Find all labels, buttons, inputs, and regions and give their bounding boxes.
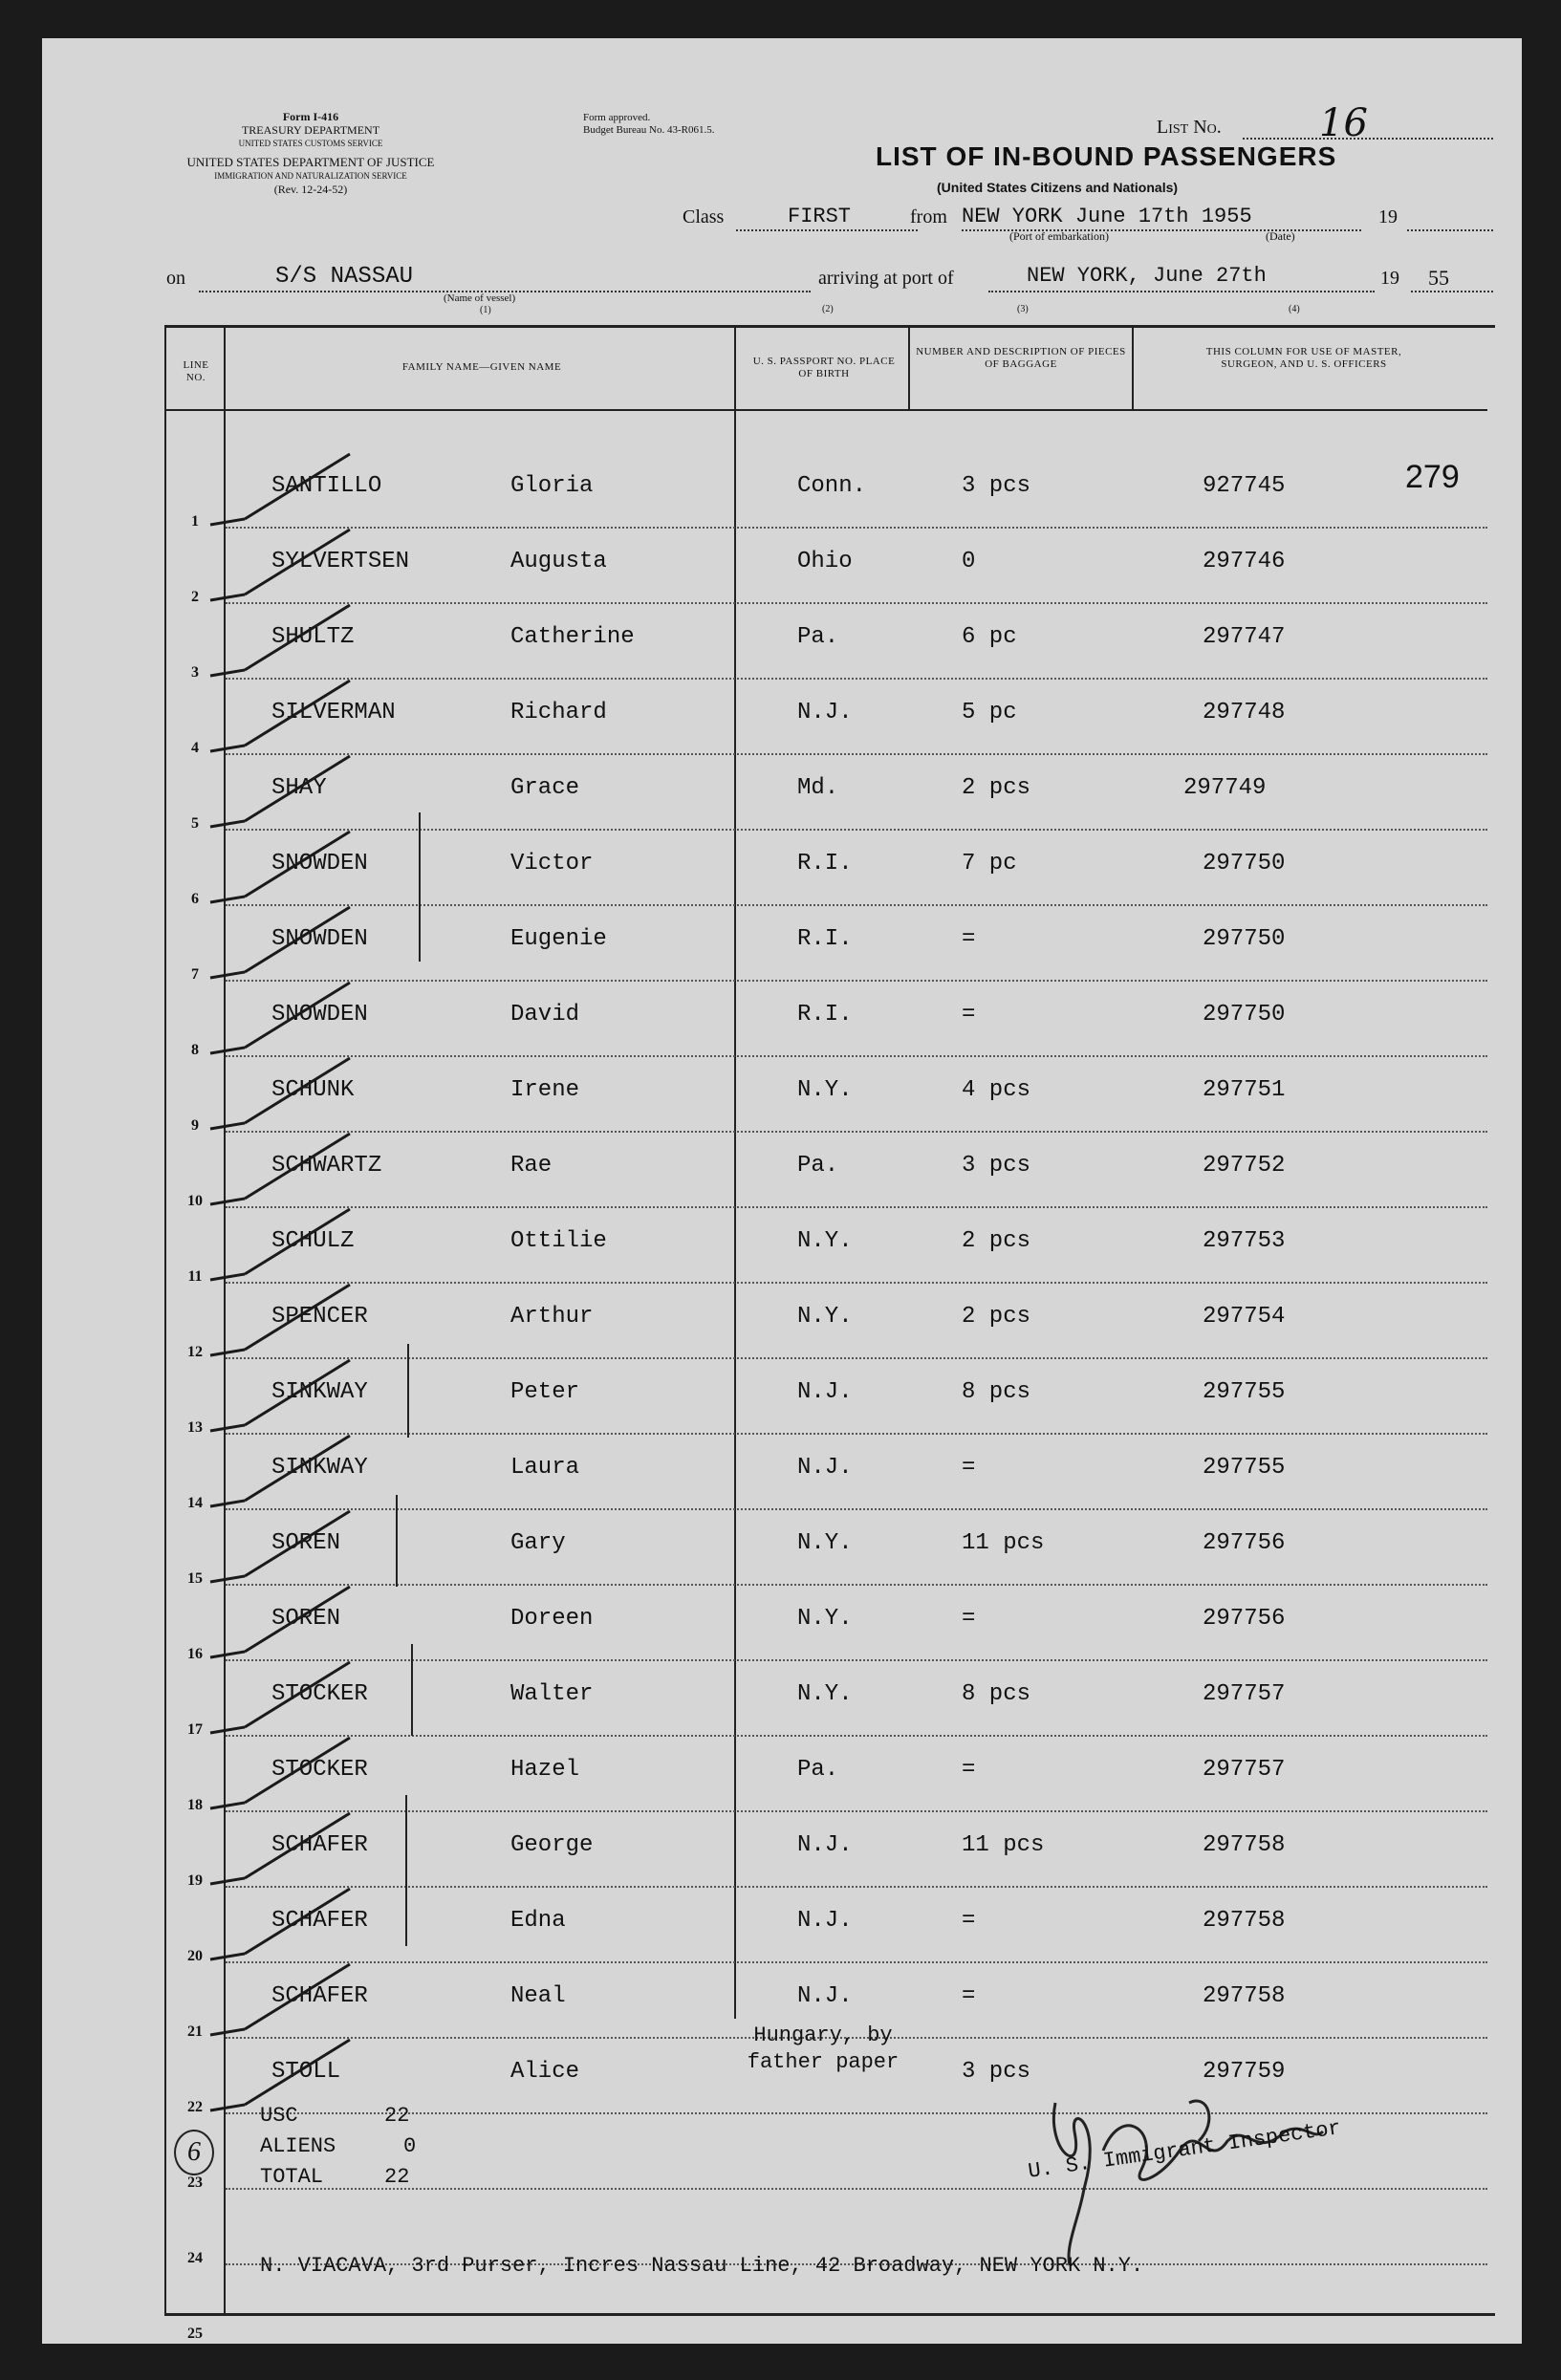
officer-number: 297750 xyxy=(1203,1002,1286,1028)
table-top-rule xyxy=(164,325,1495,328)
check-mark xyxy=(206,448,388,534)
class-year-label: 19 xyxy=(1378,206,1398,227)
family-name: SINKWAY xyxy=(271,1455,368,1481)
family-bracket xyxy=(396,1495,398,1587)
family-name: SOREN xyxy=(271,1530,341,1556)
family-name: SNOWDEN xyxy=(271,1002,368,1028)
given-name: Walter xyxy=(510,1681,594,1707)
check-mark xyxy=(206,750,388,836)
place-of-birth: N.J. xyxy=(797,1908,853,1934)
baggage-count: 8 pcs xyxy=(962,1379,1031,1405)
family-name: SHAY xyxy=(271,775,327,801)
check-mark xyxy=(206,1656,388,1742)
family-name: SNOWDEN xyxy=(271,926,368,952)
line-number: 22 xyxy=(187,2099,203,2115)
check-mark xyxy=(206,1505,388,1591)
baggage-count: = xyxy=(962,1002,976,1028)
baggage-count: 2 pcs xyxy=(962,1228,1031,1254)
row-rule xyxy=(226,678,1487,680)
officer-number: 297757 xyxy=(1203,1681,1286,1707)
line-number: 5 xyxy=(191,815,199,832)
family-name: SCHAFER xyxy=(271,1983,368,2009)
line-number: 11 xyxy=(187,1268,203,1285)
line-number: 9 xyxy=(191,1117,199,1134)
check-mark xyxy=(206,1958,388,2045)
check-mark xyxy=(206,1883,388,1969)
given-name: Richard xyxy=(510,700,607,725)
line-number: 7 xyxy=(191,966,199,983)
line-number: 12 xyxy=(187,1344,203,1360)
col-header-passport: U. S. PASSPORT NO. PLACE OF BIRTH xyxy=(752,356,896,379)
place-of-birth: N.J. xyxy=(797,1455,853,1481)
class-year-line xyxy=(1407,226,1493,231)
family-name: SANTILLO xyxy=(271,473,382,499)
family-bracket xyxy=(405,1795,407,1946)
place-of-birth: N.Y. xyxy=(797,1681,853,1707)
col-header-baggage: NUMBER AND DESCRIPTION OF PIECES OF BAGGAGE xyxy=(916,346,1126,370)
check-mark xyxy=(206,1807,388,1893)
arriving-year-value: 55 xyxy=(1428,266,1449,290)
baggage-count: 3 pcs xyxy=(962,2059,1031,2085)
row-rule xyxy=(226,1357,1487,1359)
family-name: SCHAFER xyxy=(271,1908,368,1934)
check-mark xyxy=(206,901,388,987)
line-number: 17 xyxy=(187,1721,203,1738)
given-name: David xyxy=(510,1002,580,1028)
line-number: 6 xyxy=(191,891,199,907)
family-bracket xyxy=(419,812,421,962)
check-mark xyxy=(206,1732,388,1818)
baggage-count: 2 pcs xyxy=(962,1304,1031,1330)
header-bottom-rule xyxy=(164,409,1487,411)
family-name: STOCKER xyxy=(271,1757,368,1783)
place-of-birth: Pa. xyxy=(797,1757,839,1783)
usc-label: USC xyxy=(260,2104,298,2128)
baggage-divider xyxy=(1132,325,1134,411)
baggage-count: 2 pcs xyxy=(962,775,1031,801)
row-rule xyxy=(226,753,1487,755)
row-rule xyxy=(226,1961,1487,1963)
total-count: 22 xyxy=(384,2165,410,2189)
row-rule xyxy=(226,1433,1487,1435)
given-name: Eugenie xyxy=(510,926,607,952)
check-mark xyxy=(206,977,388,1063)
budget-bureau: Budget Bureau No. 43-R061.5. xyxy=(583,124,715,136)
officer-number: 297756 xyxy=(1203,1530,1286,1556)
place-of-birth: R.I. xyxy=(797,1002,853,1028)
check-mark xyxy=(206,1354,388,1440)
officer-number: 297752 xyxy=(1203,1153,1286,1179)
line-number: 23 xyxy=(187,2174,203,2191)
aliens-label: ALIENS xyxy=(260,2134,336,2158)
port-embarkation-caption: (Port of embarkation) xyxy=(1009,229,1109,243)
officer-number: 297754 xyxy=(1203,1304,1286,1330)
given-name: Laura xyxy=(510,1455,580,1481)
circled-count xyxy=(174,2130,214,2175)
circled-count-value: 6 xyxy=(187,2137,201,2167)
given-name: Doreen xyxy=(510,1606,594,1632)
family-name: SPENCER xyxy=(271,1304,368,1330)
form-title: LIST OF IN-BOUND PASSENGERS xyxy=(876,141,1337,171)
officer-number: 297758 xyxy=(1203,1908,1286,1934)
officer-number: 297747 xyxy=(1203,624,1286,650)
check-mark xyxy=(206,599,388,685)
given-name: Alice xyxy=(510,2059,580,2085)
check-mark xyxy=(206,675,388,761)
baggage-count: = xyxy=(962,1983,976,2009)
baggage-count: 3 pcs xyxy=(962,1153,1031,1179)
table-left-border xyxy=(164,325,166,2315)
officer-number: 297751 xyxy=(1203,1077,1286,1103)
row-rule xyxy=(226,1206,1487,1208)
row-rule xyxy=(226,904,1487,906)
officer-number: 297753 xyxy=(1203,1228,1286,1254)
check-mark xyxy=(206,1581,388,1667)
line-number: 1 xyxy=(191,513,199,530)
totals-block xyxy=(260,2101,416,2193)
revision: (Rev. 12-24-52) xyxy=(273,183,348,196)
family-name: SCHAFER xyxy=(271,1832,368,1858)
class-label: Class xyxy=(683,206,725,227)
baggage-count: 0 xyxy=(962,549,976,574)
given-name: Gary xyxy=(510,1530,566,1556)
line-number: 25 xyxy=(187,2326,203,2342)
vessel-name: S/S NASSAU xyxy=(275,264,414,290)
col-header-name: FAMILY NAME—GIVEN NAME xyxy=(401,361,562,373)
place-of-birth: N.J. xyxy=(797,1983,853,2009)
row-rule xyxy=(226,1131,1487,1133)
line-number: 14 xyxy=(187,1495,203,1511)
given-name: George xyxy=(510,1832,594,1858)
officer-number: 297755 xyxy=(1203,1455,1286,1481)
passenger-list-form xyxy=(42,38,1522,2344)
line-number: 13 xyxy=(187,1419,203,1436)
arriving-label: arriving at port of xyxy=(818,268,954,289)
line-number: 21 xyxy=(187,2023,203,2040)
check-mark xyxy=(206,1052,388,1138)
row-rule xyxy=(226,1735,1487,1737)
check-mark xyxy=(206,1279,388,1365)
form-agency-block xyxy=(163,110,459,196)
check-mark xyxy=(206,826,388,912)
place-of-birth: N.Y. xyxy=(797,1228,853,1254)
line-number: 2 xyxy=(191,589,199,605)
arriving-year-label: 19 xyxy=(1380,268,1399,289)
family-name: STOCKER xyxy=(271,1681,368,1707)
form-number: Form I-416 xyxy=(282,110,339,123)
family-name: SYLVERTSEN xyxy=(271,549,410,574)
baggage-count: 6 pc xyxy=(962,624,1017,650)
line-number: 18 xyxy=(187,1797,203,1813)
row-rule xyxy=(226,1810,1487,1812)
given-name: Hazel xyxy=(510,1757,580,1783)
from-value: NEW YORK June 17th 1955 xyxy=(962,205,1252,228)
baggage-count: 4 pcs xyxy=(962,1077,1031,1103)
place-of-birth: N.J. xyxy=(797,1832,853,1858)
class-value: FIRST xyxy=(788,205,852,228)
place-of-birth: N.Y. xyxy=(797,1530,853,1556)
row-rule xyxy=(226,829,1487,831)
place-of-birth: Pa. xyxy=(797,1153,839,1179)
table-bottom-rule xyxy=(164,2313,1495,2316)
family-name: SCHUNK xyxy=(271,1077,355,1103)
col-header-officers: THIS COLUMN FOR USE OF MASTER, SURGEON, AND U. S. OFFICERS xyxy=(1205,346,1402,370)
baggage-count: 3 pcs xyxy=(962,473,1031,499)
check-mark xyxy=(206,524,388,610)
ins-service: IMMIGRATION AND NATURALIZATION SERVICE xyxy=(214,171,407,181)
place-of-birth: R.I. xyxy=(797,851,853,876)
officer-number: 297758 xyxy=(1203,1983,1286,2009)
officer-number: 297746 xyxy=(1203,549,1286,574)
place-of-birth: N.Y. xyxy=(797,1304,853,1330)
given-name: Edna xyxy=(510,1908,566,1934)
family-name: SILVERMAN xyxy=(271,700,396,725)
col-ref-2: (2) xyxy=(822,304,834,314)
officer-number: 297759 xyxy=(1203,2059,1286,2085)
approval-block xyxy=(583,112,714,137)
col-ref-3: (3) xyxy=(1017,304,1029,314)
line-number: 16 xyxy=(187,1646,203,1662)
baggage-count: = xyxy=(962,1757,976,1783)
row-rule xyxy=(226,980,1487,982)
given-name: Irene xyxy=(510,1077,580,1103)
vessel-caption: (Name of vessel) xyxy=(444,292,516,304)
baggage-count: 5 pc xyxy=(962,700,1017,725)
given-name: Augusta xyxy=(510,549,607,574)
col-header-line-no: LINE NO. xyxy=(183,359,209,383)
family-name: SINKWAY xyxy=(271,1379,368,1405)
check-mark xyxy=(206,1430,388,1516)
place-of-birth: Md. xyxy=(797,775,839,801)
page-number: 279 xyxy=(1405,459,1460,495)
place-of-birth: Ohio xyxy=(797,549,853,574)
purser-line: N. VIACAVA, 3rd Purser, Incres Nassau Line, 42 Broadway, NEW YORK N.Y. xyxy=(260,2254,1144,2278)
row-rule xyxy=(226,1055,1487,1057)
line-number: 8 xyxy=(191,1042,199,1058)
col-ref-1: (1) xyxy=(480,305,491,315)
baggage-count: 11 pcs xyxy=(962,1832,1045,1858)
officer-number: 297758 xyxy=(1203,1832,1286,1858)
given-name: Peter xyxy=(510,1379,580,1405)
line-number: 4 xyxy=(191,740,199,756)
place-of-birth: N.Y. xyxy=(797,1077,853,1103)
place-of-birth: N.J. xyxy=(797,700,853,725)
customs-service: UNITED STATES CUSTOMS SERVICE xyxy=(238,139,383,148)
family-name: SNOWDEN xyxy=(271,851,368,876)
baggage-count: 7 pc xyxy=(962,851,1017,876)
line-number: 20 xyxy=(187,1948,203,1964)
row-rule xyxy=(226,1886,1487,1888)
check-mark xyxy=(206,1128,388,1214)
aliens-count: 0 xyxy=(403,2134,417,2158)
name-divider xyxy=(734,325,736,2019)
on-label: on xyxy=(166,268,185,289)
line-number: 10 xyxy=(187,1193,203,1209)
baggage-count: = xyxy=(962,1908,976,1934)
justice-dept: UNITED STATES DEPARTMENT OF JUSTICE xyxy=(186,155,435,169)
list-number-value: 16 xyxy=(1319,101,1368,145)
place-of-birth: R.I. xyxy=(797,926,853,952)
row-rule xyxy=(226,527,1487,529)
officer-number: 297749 xyxy=(1183,775,1267,801)
given-name: Ottilie xyxy=(510,1228,607,1254)
arriving-value: NEW YORK, June 27th xyxy=(1027,264,1267,288)
family-name: STOLL xyxy=(271,2059,341,2085)
officer-number: 297756 xyxy=(1203,1606,1286,1632)
given-name: Grace xyxy=(510,775,580,801)
officer-number: 927745 xyxy=(1203,473,1286,499)
usc-count: 22 xyxy=(384,2104,410,2128)
family-name: SCHWARTZ xyxy=(271,1153,382,1179)
total-label: TOTAL xyxy=(260,2165,324,2189)
family-name: SOREN xyxy=(271,1606,341,1632)
family-bracket xyxy=(411,1644,413,1736)
inspector-title: U. S. Immigrant Inspector xyxy=(1027,2116,1343,2184)
place-of-birth: N.Y. xyxy=(797,1606,853,1632)
baggage-count: 11 pcs xyxy=(962,1530,1045,1556)
officer-number: 297750 xyxy=(1203,851,1286,876)
place-of-birth: Pa. xyxy=(797,624,839,650)
given-name: Gloria xyxy=(510,473,594,499)
list-number-label: List No. xyxy=(1157,117,1222,138)
row-rule xyxy=(226,602,1487,604)
row-rule xyxy=(226,1282,1487,1284)
family-name: SHULTZ xyxy=(271,624,355,650)
given-name: Rae xyxy=(510,1153,553,1179)
passport-divider xyxy=(908,325,910,411)
line-number: 24 xyxy=(187,2250,203,2266)
row-rule xyxy=(226,1508,1487,1510)
arriving-year-line xyxy=(1411,287,1493,292)
form-subtitle: (United States Citizens and Nationals) xyxy=(937,180,1179,195)
treasury-dept: TREASURY DEPARTMENT xyxy=(241,123,380,137)
baggage-count: = xyxy=(962,926,976,952)
date-caption: (Date) xyxy=(1266,229,1295,243)
col-ref-4: (4) xyxy=(1289,304,1300,314)
check-mark xyxy=(206,1203,388,1289)
given-name: Neal xyxy=(510,1983,566,2009)
officer-number: 297748 xyxy=(1203,700,1286,725)
given-name: Catherine xyxy=(510,624,635,650)
family-bracket xyxy=(407,1344,409,1438)
row-rule xyxy=(226,1659,1487,1661)
list-number-line xyxy=(1243,132,1493,140)
line-number: 15 xyxy=(187,1570,203,1587)
officer-number: 297755 xyxy=(1203,1379,1286,1405)
family-name: SCHULZ xyxy=(271,1228,355,1254)
line-number: 3 xyxy=(191,664,199,681)
from-label: from xyxy=(910,206,947,227)
officer-number: 297757 xyxy=(1203,1757,1286,1783)
given-name: Victor xyxy=(510,851,594,876)
approval-line: Form approved. xyxy=(583,112,651,123)
line-number: 19 xyxy=(187,1872,203,1889)
officer-number: 297750 xyxy=(1203,926,1286,952)
baggage-count: = xyxy=(962,1606,976,1632)
place-of-birth: N.J. xyxy=(797,1379,853,1405)
row-rule xyxy=(226,1584,1487,1586)
place-of-birth: Hungary, by father paper xyxy=(747,2023,900,2074)
baggage-count: 8 pcs xyxy=(962,1681,1031,1707)
given-name: Arthur xyxy=(510,1304,594,1330)
baggage-count: = xyxy=(962,1455,976,1481)
place-of-birth: Conn. xyxy=(797,473,867,499)
